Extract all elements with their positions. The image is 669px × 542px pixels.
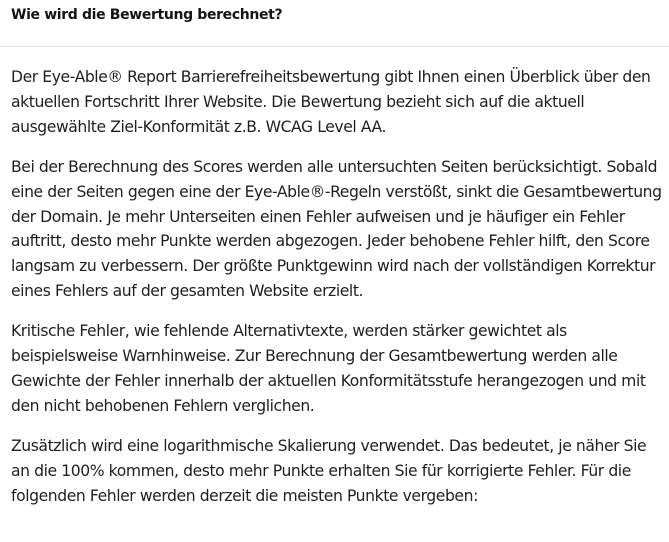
- dialog-title: Wie wird die Bewertung berechnet?: [11, 7, 283, 23]
- paragraph-score-calculation: Bei der Berechnung des Scores werden alle untersuchten Seiten berücksichtigt. Sobald eine der Seiten gegen eine der Eye-Able®-Regeln verstößt, sinkt die Gesamtbewertung der Domain. Je mehr Unterseiten einen Fehler aufweisen und je häufiger ein Fehler auftritt, desto mehr Punkte werden abgezogen. Jeder behobene Fehler hilft, den Score langsam zu verbessern. Der größte Punktgewinn wird nach der vollständigen Korrektur eines Fehlers auf der gesamten Website erzielt.: [11, 157, 662, 301]
- paragraph-error-weighting: Kritische Fehler, wie fehlende Alternativtexte, werden stärker gewichtet als beispielsweise Warnhinweise. Zur Berechnung der Gesamtbewertung werden alle Gewichte der Fehler innerhalb der aktuellen Konformitätsstufe herangezogen und mit den nicht behobenen Fehlern verglichen.: [11, 322, 646, 415]
- dialog-body[interactable]: [0, 47, 669, 509]
- paragraph-logarithmic-scaling: Zusätzlich wird eine logarithmische Skalierung verwendet. Das bedeutet, je näher Sie an die 100% kommen, desto mehr Punkte erhalten Sie für korrigierte Fehler. Für die folgenden Fehler werden derzeit die meisten Punkte vergeben:: [11, 436, 647, 505]
- dialog-header: [0, 0, 669, 47]
- paragraph-intro: Der Eye-Able® Report Barrierefreiheitsbewertung gibt Ihnen einen Überblick über den aktuellen Fortschritt Ihrer Website. Die Bewertung bezieht sich auf die aktuell ausgewählte Ziel-Konformität z.B. WCAG Level AA.: [11, 68, 651, 136]
